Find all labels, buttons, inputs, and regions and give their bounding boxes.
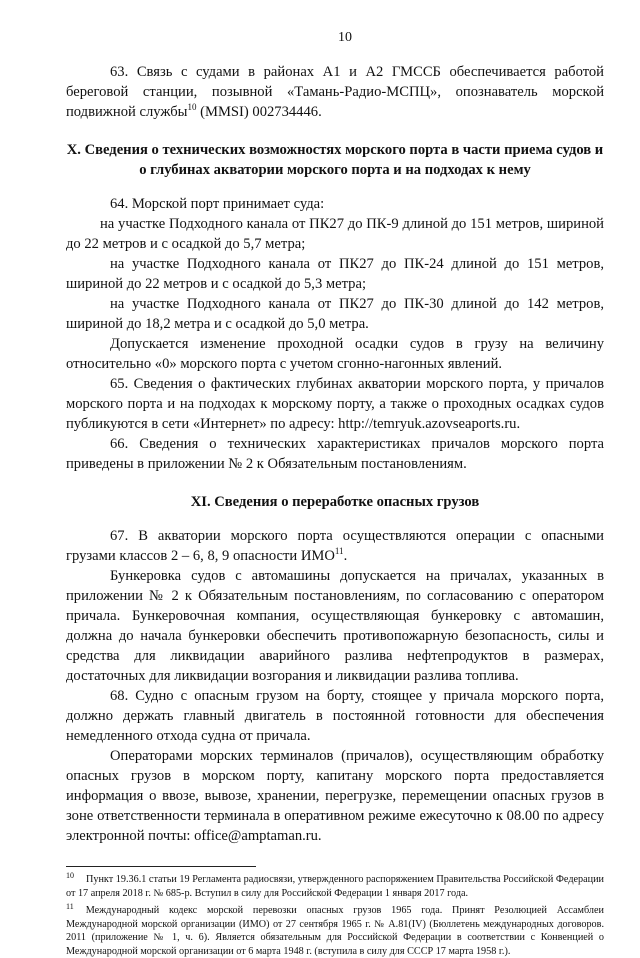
paragraph-63-tail: (MMSI) 002734446. [196, 104, 322, 120]
paragraph-63-text: 63. Связь с судами в районах А1 и А2 ГМССБ обеспечивается работой береговой станции, позывной «Тамань-Радио-МСПЦ», опознаватель морской подвижной службы [66, 64, 604, 120]
footnote-text: Международный кодекс морской перевозки опасных грузов 1965 года. Принят Резолюцией Ассамблеи Международной морской организации (ИМО) от 27 сентября 1965 г. № A.81(IV) (Бюллетень международных договоров. 2011 (приложение № 1, ч. 6). Является обязательным для Российской Федерации в соответствии с Конвенцией о Международной морской организации от 6 марта 1948 г. (вступила в силу для СССР 17 марта 1958 г.). [66, 905, 604, 957]
footnote-10 [66, 870, 604, 900]
paragraph-65: 65. Сведения о фактических глубинах акватории морского порта, у причалов морского порта и на подходах к морскому порту, а также о проходных осадках судов публикуются в сети «Интернет» по адресу: http://temryuk.azovseaports.ru. [66, 376, 604, 432]
footnote-divider [66, 866, 256, 867]
paragraph-66: 66. Сведения о технических характеристиках причалов морского порта приведены в приложении № 2 к Обязательным постановлениям. [66, 436, 604, 472]
section-heading-xi: XI. Сведения о переработке опасных грузов [190, 494, 480, 510]
paragraph-64-item-1: на участке Подходного канала от ПК27 до ПК-9 длиной до 151 метров, шириной до 22 метров и с осадкой до 5,7 метра; [66, 216, 604, 252]
paragraph-63 [66, 62, 604, 122]
paragraph-67-bunkering: Бункеровка судов с автомашины допускается на причалах, указанных в приложении № 2 к Обязательным постановлениям, по согласованию с оператором причала. Бункеровочная компания, осуществляющая бункеровку с автомашин, должна до начала бункеровки обеспечить противопожарную безопасность, силы и средства для ликвидации аварийного разлива нефтепродуктов в размерах, достаточных для ликвидации возгорания и ликвидации разлива топлива. [66, 568, 604, 684]
paragraph-67 [66, 526, 604, 566]
paragraph-67-tail: . [343, 548, 348, 564]
footnote-11 [66, 901, 604, 958]
footnote-mark: 11 [66, 901, 74, 911]
paragraph-64-item-2: на участке Подходного канала от ПК27 до ПК-24 длиной до 151 метров, шириной до 22 метров и с осадкой до 5,3 метра; [66, 256, 604, 292]
footnote-mark: 10 [66, 870, 74, 880]
paragraph-64-item-3: на участке Подходного канала от ПК27 до ПК-30 длиной до 142 метров, шириной до 18,2 метра и с осадкой до 5,0 метра. [66, 296, 604, 332]
footnote-ref-11[interactable]: 11 [334, 546, 344, 557]
footnote-ref-10[interactable]: 10 [187, 102, 197, 113]
section-heading-x: X. Сведения о технических возможностях морского порта в части приема судов и о глубинах акватории морского порта и на подходах к нему [66, 142, 604, 178]
paragraph-68-operators: Операторами морских терминалов (причалов), осуществляющим обработку опасных грузов в морском порту, капитану морского порта предоставляется информация о ввозе, вывозе, хранении, перегрузке, перемещении опасных грузов в зоне ответственности терминала в оперативном режиме ежесуточно к 08.00 по адресу электронной почты: office@amptaman.ru. [66, 748, 604, 844]
paragraph-67-text: 67. В акватории морского порта осуществляются операции с опасными грузами классов 2 – 6, 8, 9 опасности ИМО [66, 528, 604, 564]
paragraph-64: 64. Морской порт принимает суда: [110, 196, 325, 212]
paragraph-68: 68. Судно с опасным грузом на борту, стоящее у причала морского порта, должно держать главный двигатель в постоянной готовности для обеспечения немедленного отхода судна от причала. [66, 688, 604, 744]
footnote-text: Пункт 19.36.1 статьи 19 Регламента радиосвязи, утвержденного распоряжением Правительства Российской Федерации от 17 апреля 2018 г. № 685-р. Вступил в силу для Российской Федерации 1 января 2017 года. [66, 874, 604, 899]
page-number: 10 [338, 30, 352, 45]
paragraph-64-draft-note: Допускается изменение проходной осадки судов в грузу на величину относительно «0» морского порта с учетом сгонно-нагонных явлений. [66, 336, 604, 372]
